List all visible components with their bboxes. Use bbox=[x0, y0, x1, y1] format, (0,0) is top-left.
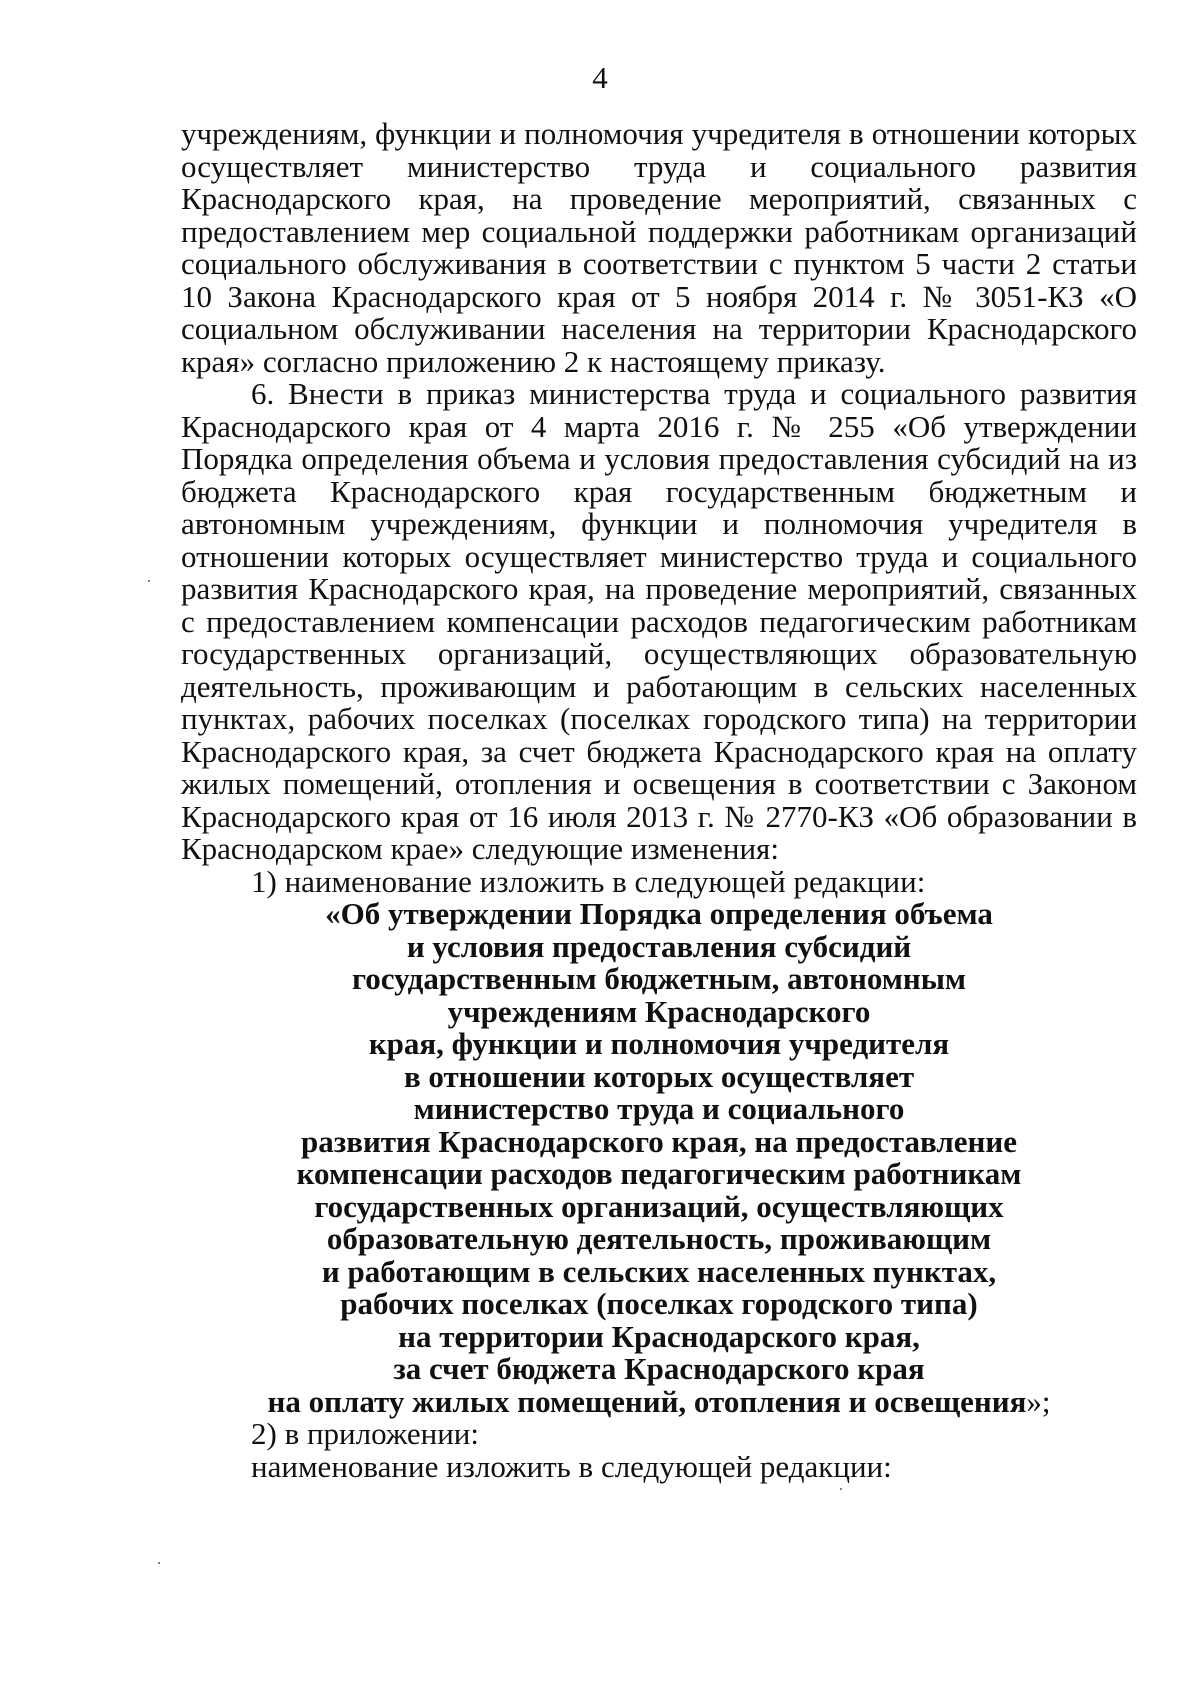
title-line: и условия предоставления субсидий bbox=[406, 928, 912, 964]
document-body bbox=[181, 118, 1137, 1483]
title-line: учреждениям Краснодарского bbox=[447, 993, 871, 1029]
title-line: рабочих поселках (поселках городского типа) bbox=[340, 1286, 978, 1321]
title-line: государственным бюджетным, автономным bbox=[351, 961, 967, 996]
title-line: министерство труда и социального bbox=[413, 1091, 905, 1126]
scan-speck bbox=[158, 1562, 160, 1564]
item-1: 1) наименование изложить в следующей редакции: bbox=[251, 863, 926, 899]
scan-speck bbox=[148, 580, 150, 582]
item-2-text: наименование изложить в следующей редакции: bbox=[251, 1448, 892, 1484]
title-line: государственных организаций, осуществляющих bbox=[314, 1188, 1004, 1224]
title-line: и работающим в сельских населенных пунктах, bbox=[321, 1253, 997, 1289]
title-line-last-text: на оплату жилых помещений, отопления и освещения bbox=[267, 1383, 1027, 1419]
title-line-last bbox=[181, 1383, 1137, 1419]
scan-speck bbox=[840, 1488, 842, 1490]
title-line: развития Краснодарского края, на предоставление bbox=[301, 1123, 1017, 1159]
title-line: «Об утверждении Порядка определения объема bbox=[325, 896, 993, 931]
item-2: 2) в приложении: bbox=[251, 1416, 479, 1451]
page-number: 4 bbox=[592, 60, 608, 95]
title-line: за счет бюджета Краснодарского края bbox=[393, 1351, 925, 1386]
title-line: края, функции и полномочия учредителя bbox=[368, 1026, 950, 1061]
title-line: на территории Краснодарского края, bbox=[398, 1318, 920, 1354]
title-line: компенсации расходов педагогическим работникам bbox=[296, 1156, 1022, 1191]
title-line: в отношении которых осуществляет bbox=[403, 1058, 915, 1094]
title-closing: »; bbox=[1026, 1383, 1051, 1419]
paragraph-6: 6. Внести в приказ министерства труда и социального развития Краснодарского края от 4 марта 2016 г. № 255 «Об утверждении Порядка определения объема и условия предоставления субсидий на из бюджета Краснодарского края государственным бюджетным и автономным учреждениям, функции и полномочия учредителя в отношении которых осуществляет министерство труда и социального развития Краснодарского края, на проведение мероприятий, связанных с предоставлением компенсации расходов педагогическим работникам государственных организаций, осуществляющих образовательную деятельность, проживающим и работающим в сельских населенных пунктах, рабочих поселках (поселках городского типа) на территории Краснодарского края, за счет бюджета Краснодарского края на оплату жилых помещений, отопления и освещения в соответствии с Законом Краснодарского края от 16 июля 2013 г. № 2770-КЗ «Об образовании в Краснодарском крае» следующие изменения: bbox=[181, 376, 1137, 866]
paragraph-continued: учреждениям, функции и полномочия учредителя в отношении которых осуществляет министерство труда и социального развития Краснодарского края, на проведение мероприятий, связанных с предоставлением мер социальной поддержки работникам организаций социального обслуживания в соответствии с пунктом 5 части 2 статьи 10 Закона Краснодарского края от 5 ноября 2014 г. № 3051-КЗ «О социальном обслуживании населения на территории Краснодарского края» согласно приложению 2 к настоящему приказу. bbox=[181, 116, 1137, 379]
new-title-block bbox=[181, 898, 1137, 1418]
title-line: образовательную деятельность, проживающим bbox=[326, 1221, 992, 1256]
